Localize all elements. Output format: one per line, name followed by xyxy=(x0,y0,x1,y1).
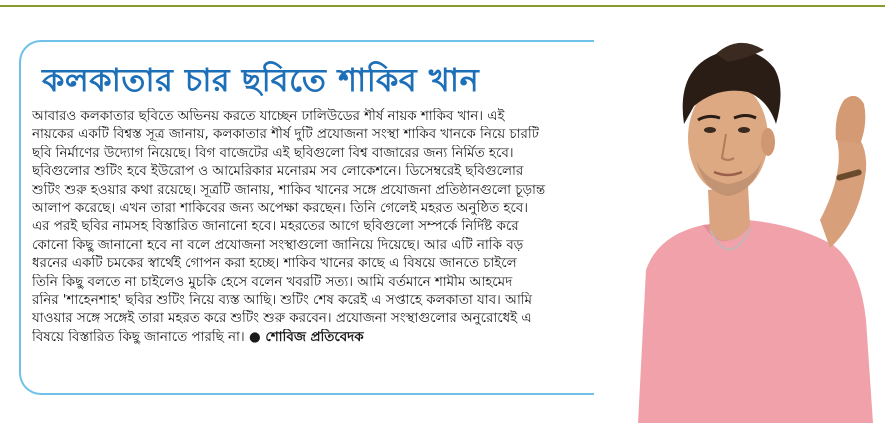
article-body xyxy=(32,108,587,347)
body-last-line xyxy=(32,329,587,347)
body-line: আবারও কলকাতার ছবিতে অভিনয় করতে যাচ্ছেন ঢালিউডের শীর্ষ নায়ক শাকিব খান। এই xyxy=(32,109,505,124)
body-line: রনির 'শাহেনশাহ' ছবির শুটিং নিয়ে ব্যস্ত আছি। শুটিং শেষ করেই এ সপ্তাহে কলকাতা যাব। আমি xyxy=(32,293,532,309)
body-line: ছবিগুলোর শুটিং হবে ইউরোপ ও আমেরিকার মনোরম সব লোকেশনে। ডিসেম্বরেই ছবিগুলোর xyxy=(32,164,524,180)
body-line: শুটিং শুরু হওয়ার কথা রয়েছে। সূত্রটি জানায়, শাকিব খানের সঙ্গে প্রযোজনা প্রতিষ্ঠানগুলো চূড়ান্ত xyxy=(32,182,546,198)
last-line-text: বিষয়ে বিস্তারিত কিছু জানাতে পারছি না। xyxy=(32,329,245,345)
article-headline: কলকাতার চার ছবিতে শাকিব খান xyxy=(42,61,480,99)
body-line: ছবি নির্মাণের উদ্যোগ নিয়েছে। বিগ বাজেটের এই ছবিগুলো বিশ্ব বাজারের জন্য নির্মিত হবে। xyxy=(32,145,514,161)
body-line: নায়কের একটি বিশ্বস্ত সূত্র জানায়, কলকাতার শীর্ষ দুটি প্রযোজনা সংস্থা শাকিব খানকে নিয়ে চারটি xyxy=(32,127,539,143)
body-line: আলাপ করেছে। এখন তারা শাকিবের জন্য অপেক্ষা করছেন। তিনি গেলেই মহরত অনুষ্ঠিত হবে। xyxy=(32,201,529,217)
body-line: তিনি কিছু বলতে না চাইলেও মুচকি হেসে বলেন খবরটি সত্য। আমি বর্তমানে শামীম আহমেদ xyxy=(32,274,513,290)
body-line: কোনো কিছু জানানো হবে না বলে প্রযোজনা সংস্থাগুলো জানিয়ে দিয়েছে। আর এটি নাকি বড় xyxy=(32,237,524,253)
body-line: যাওয়ার সঙ্গে সঙ্গেই তারা মহরত করে শুটিং শুরু করবেন। প্রযোজনা সংস্থাগুলোর অনুরোধেই এ xyxy=(32,311,532,327)
body-line: ধরনের একটি চমকের স্বার্থেই গোপন করা হচ্ছে। শাকিব খানের কাছে এ বিষয়ে জানতে চাইলে xyxy=(32,256,517,272)
body-line: এর পরই ছবির নামসহ বিস্তারিত জানানো হবে। মহরতের আগে ছবিগুলো সম্পর্কে নির্দিষ্ট করে xyxy=(32,219,519,235)
byline: ● শোবিজ প্রতিবেদক xyxy=(248,329,364,345)
top-rule xyxy=(0,5,885,7)
portrait-photo xyxy=(598,20,885,423)
